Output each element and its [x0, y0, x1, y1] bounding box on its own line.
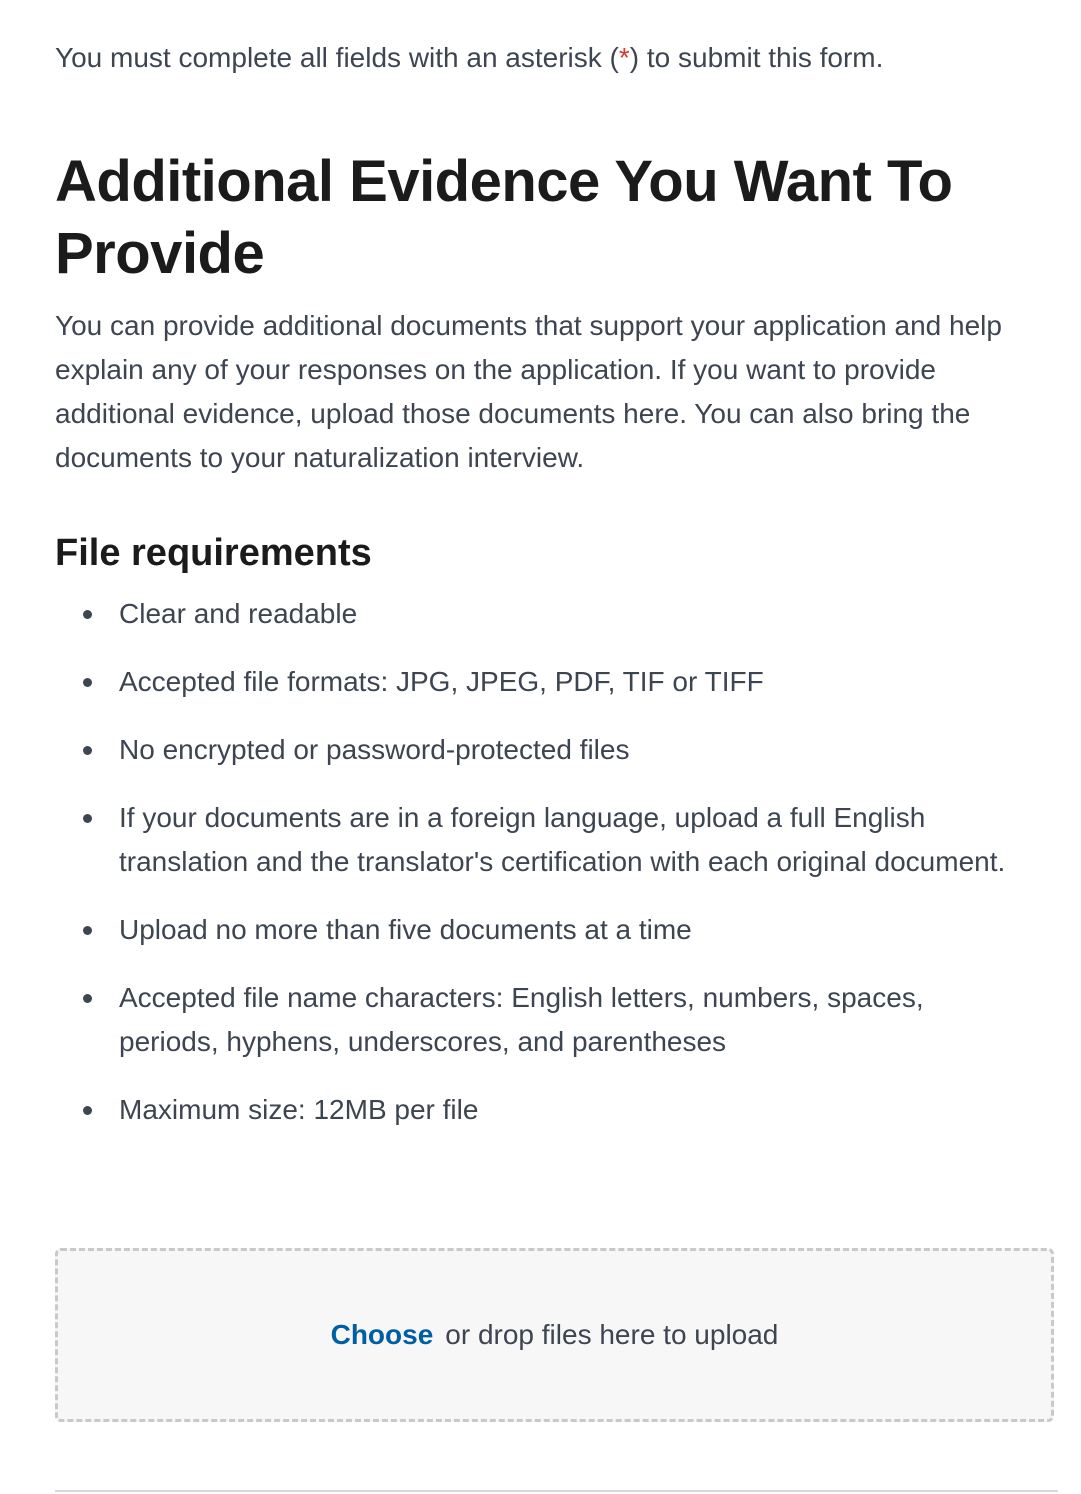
- requirement-text: Clear and readable: [119, 598, 358, 629]
- list-item: [55, 728, 1015, 772]
- page-title: Additional Evidence You Want To Provide: [55, 149, 953, 286]
- bullet-icon: [83, 814, 92, 823]
- file-requirements-heading: File requirements: [55, 532, 372, 574]
- requirement-text: Accepted file name characters: English letters, numbers, spaces, periods, hyphens, underscores, and parentheses: [119, 982, 924, 1057]
- requirement-text: Maximum size: 12MB per file: [119, 1094, 479, 1125]
- dropzone-prompt: [331, 1315, 779, 1355]
- drop-files-text: or drop files here to upload: [445, 1319, 779, 1350]
- list-item: [55, 976, 1015, 1064]
- bullet-icon: [83, 926, 92, 935]
- file-dropzone[interactable]: [55, 1248, 1054, 1422]
- list-item: [55, 796, 1015, 884]
- requirement-text: If your documents are in a foreign language, upload a full English translation and the translator's certification with each original document.: [119, 802, 1006, 877]
- bullet-icon: [83, 610, 92, 619]
- list-item: [55, 908, 1015, 952]
- choose-files-link[interactable]: Choose: [330, 1319, 434, 1350]
- intro-paragraph: You can provide additional documents that support your application and help explain any of your responses on the application. If you want to provide additional evidence, upload those documents here. You can also bring the documents to your naturalization interview.: [55, 310, 1002, 473]
- requirement-text: Upload no more than five documents at a time: [119, 914, 692, 945]
- requirement-text: No encrypted or password-protected files: [119, 734, 630, 765]
- bullet-icon: [83, 994, 92, 1003]
- required-note-text-after: ) to submit this form.: [629, 42, 884, 73]
- bullet-icon: [83, 678, 92, 687]
- file-requirements-list: [55, 592, 1015, 1156]
- requirement-text: Accepted file formats: JPG, JPEG, PDF, TIF or TIFF: [119, 666, 764, 697]
- divider: [55, 1490, 1058, 1492]
- bullet-icon: [83, 746, 92, 755]
- bullet-icon: [83, 1106, 92, 1115]
- list-item: [55, 592, 1015, 636]
- required-asterisk: *: [618, 42, 630, 73]
- list-item: [55, 660, 1015, 704]
- list-item: [55, 1088, 1015, 1132]
- required-note-text-before: You must complete all fields with an asterisk (: [55, 42, 619, 73]
- required-fields-note: [55, 38, 883, 78]
